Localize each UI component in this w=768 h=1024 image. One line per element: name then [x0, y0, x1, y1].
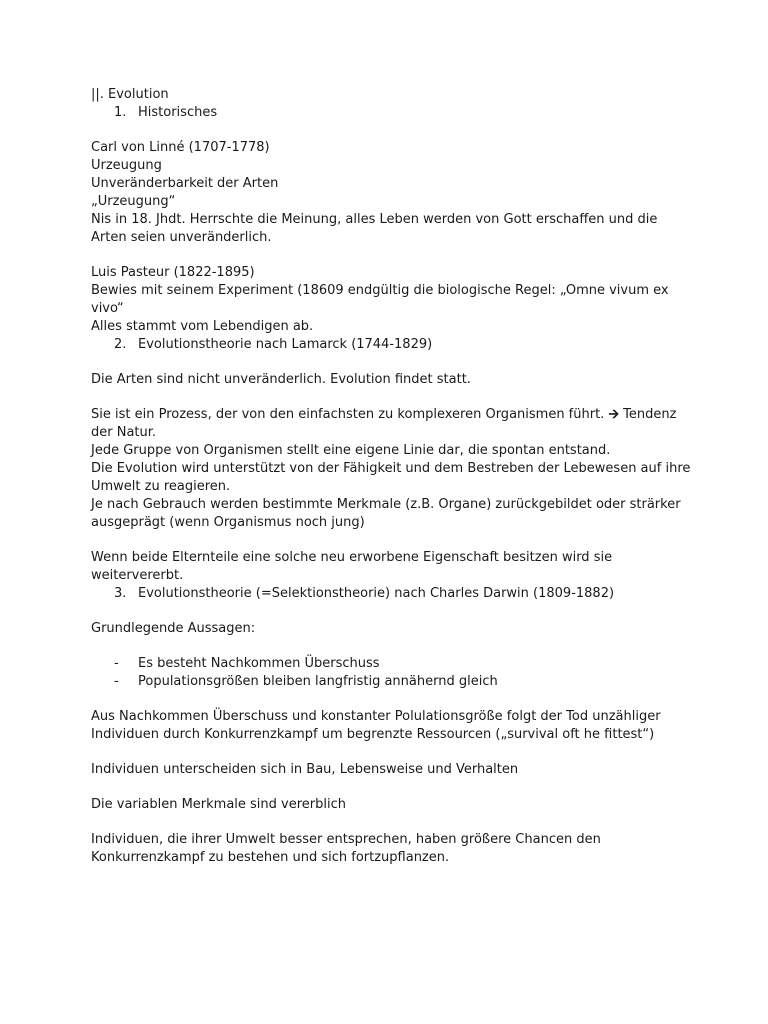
- lamarck-process-line: [91, 406, 691, 442]
- pasteur-paragraph: [91, 264, 691, 336]
- section-heading-lamarck: [91, 336, 691, 354]
- arrow-right-icon: 🡪: [608, 407, 620, 422]
- linne-line: „Urzeugung“: [91, 194, 176, 209]
- pasteur-line: Alles stammt vom Lebendigen ab.: [91, 319, 314, 334]
- lamarck-process-block: [91, 406, 691, 532]
- darwin-paragraph: Individuen unterscheiden sich in Bau, Lebensweise und Verhalten: [91, 762, 519, 777]
- section-heading-text: Historisches: [138, 105, 218, 120]
- linne-paragraph: [91, 139, 691, 247]
- linne-line: Urzeugung: [91, 158, 162, 173]
- section-heading-darwin: [91, 585, 691, 603]
- lamarck-line: Jede Gruppe von Organismen stellt eine eigene Linie dar, die spontan entstand.: [91, 443, 611, 458]
- section-heading-historisches: [91, 104, 691, 122]
- darwin-paragraph: Aus Nachkommen Überschuss und konstanter Polulationsgröße folgt der Tod unzähliger Individuen durch Konkurrenzkampf um begrenzte Ressourcen („survival oft he fittest“): [91, 709, 661, 742]
- section-number: 3.: [114, 586, 127, 601]
- bullet-dash: -: [114, 656, 119, 671]
- document-title: ||. Evolution: [91, 87, 169, 102]
- lamarck-process-tendency: Tendenz der Natur.: [91, 407, 677, 440]
- darwin-bullet-list: [91, 655, 691, 691]
- linne-line: Unveränderbarkeit der Arten: [91, 176, 279, 191]
- document-body: [91, 86, 691, 867]
- lamarck-line: Je nach Gebrauch werden bestimmte Merkmale (z.B. Organe) zurückgebildet oder strärker ausgeprägt (wenn Organismus noch jung): [91, 497, 681, 530]
- pasteur-line: Bewies mit seinem Experiment (18609 endgültig die biologische Regel: „Omne vivum ex vivo“: [91, 283, 669, 316]
- linne-line: Nis in 18. Jhdt. Herrschte die Meinung, alles Leben werden von Gott erschaffen und die Arten seien unveränderlich.: [91, 212, 658, 245]
- lamarck-paragraph: Die Arten sind nicht unveränderlich. Evolution findet statt.: [91, 372, 471, 387]
- linne-line: Carl von Linné (1707-1778): [91, 140, 270, 155]
- darwin-paragraph: Individuen, die ihrer Umwelt besser entsprechen, haben größere Chancen den Konkurrenzkampf zu bestehen und sich fortzupflanzen.: [91, 832, 601, 865]
- list-item-text: Populationsgrößen bleiben langfristig annähernd gleich: [138, 674, 498, 689]
- pasteur-line: Luis Pasteur (1822-1895): [91, 265, 255, 280]
- list-item: [91, 655, 691, 673]
- list-item: [91, 673, 691, 691]
- section-heading-text: Evolutionstheorie nach Lamarck (1744-1829): [138, 337, 433, 352]
- section-heading-text: Evolutionstheorie (=Selektionstheorie) nach Charles Darwin (1809-1882): [138, 586, 615, 601]
- section-number: 1.: [114, 105, 127, 120]
- lamarck-process-text: Sie ist ein Prozess, der von den einfachsten zu komplexeren Organismen führt.: [91, 407, 605, 422]
- bullet-dash: -: [114, 674, 119, 689]
- darwin-intro: Grundlegende Aussagen:: [91, 621, 256, 636]
- list-item-text: Es besteht Nachkommen Überschuss: [138, 656, 380, 671]
- section-number: 2.: [114, 337, 127, 352]
- darwin-paragraph: Die variablen Merkmale sind vererblich: [91, 797, 346, 812]
- lamarck-inheritance-paragraph: Wenn beide Elternteile eine solche neu erworbene Eigenschaft besitzen wird sie weitervererbt.: [91, 550, 613, 583]
- lamarck-line: Die Evolution wird unterstützt von der Fähigkeit und dem Bestreben der Lebewesen auf ihre Umwelt zu reagieren.: [91, 461, 691, 494]
